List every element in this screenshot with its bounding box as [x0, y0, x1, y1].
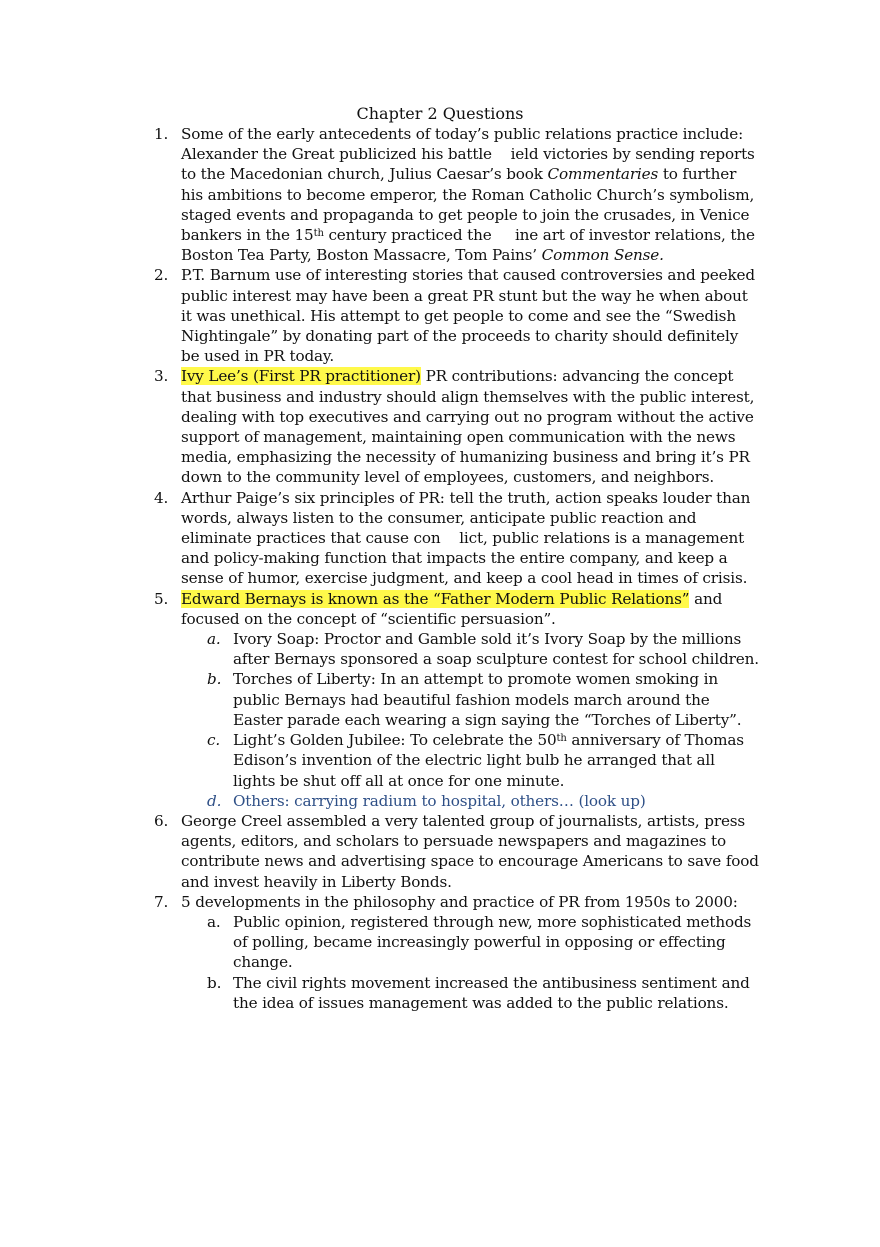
list-item-3 — [154, 366, 760, 487]
page-title: Chapter 2 Questions — [356, 104, 524, 123]
item-text: and focused on the concept of “scientific persuasion”. — [181, 589, 723, 628]
book-title: Commentaries — [547, 165, 659, 184]
list-item-2 — [154, 265, 760, 366]
sub-item-text: Ivory Soap: Proctor and Gamble sold it’s Ivory Soap by the millions after Bernays sponsored a soap sculpture contest for school children. — [233, 630, 759, 669]
item-text: to further his ambitions to become emperor, the Roman Catholic Church’s symbolism, staged events and propaganda to get people to join the crusades, in Venice bankers in the 15 — [181, 165, 755, 245]
item-number: 1. — [154, 125, 169, 143]
item-text: century practiced the — [328, 226, 492, 245]
sub-item-text: Light’s Golden Jubilee: To celebrate the 50 — [233, 731, 557, 750]
sub-item-letter: b. — [207, 973, 222, 992]
list-item-1 — [154, 124, 760, 265]
sub-item-text: Public opinion, registered through new, more sophisticated methods of polling, became increasingly powerful in opposing or effecting change. — [233, 912, 752, 972]
item-number: 3. — [154, 367, 169, 386]
sub-item-7a — [154, 912, 760, 973]
item-number: 2. — [154, 266, 169, 285]
sub-item-letter: d. — [207, 791, 222, 810]
item-text: Arthur Paige’s six principles of PR: tell the truth, action speaks louder than words, always listen to the consumer, anticipate public reaction and eliminate practices that cause con — [181, 488, 751, 548]
item-text: George Creel assembled a very talented group of journalists, artists, press agents, editors, and scholars to persuade newspapers and magazines to contribute news and advertising space to encourage Americans to save food and invest heavily in Liberty Bonds. — [181, 811, 759, 891]
item-number: 7. — [154, 892, 169, 911]
sub-item-text: anniversary of Thomas Edison’s invention of the electric light bulb he arranged that all lights be shut off all at once for one minute. — [233, 731, 744, 790]
sub-item-5b — [154, 669, 760, 730]
sub-item-text: The civil rights movement increased the antibusiness sentiment and the idea of issues management was added to the public relations. — [233, 973, 750, 1012]
sub-item-5a — [154, 629, 760, 669]
question-list — [154, 124, 760, 1013]
item-text: 5 developments in the philosophy and practice of PR from 1950s to 2000: — [181, 892, 738, 911]
item-text: Some of the early antecedents of today’s public relations practice include: Alexander the Great publicized his battle — [181, 125, 744, 164]
list-item-5 — [154, 589, 760, 629]
item-number: 4. — [154, 488, 169, 507]
sub-item-5d — [154, 791, 760, 811]
list-item-4 — [154, 488, 760, 589]
sub-item-letter: a. — [207, 630, 221, 649]
sub-item-text: Torches of Liberty: In an attempt to promote women smoking in public Bernays had beautiful fashion models march around the Easter parade each wearing a sign saying the “Torches of Liberty”. — [233, 670, 742, 729]
highlighted-text: Edward Bernays is known as the “Father Modern Public Relations” — [181, 589, 690, 608]
superscript: th — [313, 228, 324, 240]
list-item-7 — [154, 892, 760, 912]
sub-item-7b — [154, 973, 760, 1013]
item-text: ield victories by sending reports to the Macedonian church, Julius Caesar’s book — [181, 145, 755, 184]
item-text: P.T. Barnum use of interesting stories that caused controversies and peeked public interest may have been a great PR stunt but the way he when about it was unethical. His attempt to get people to come and see the “Swedish Nightingale” by donating part of the proceeds to charity should definitely be used in PR today. — [181, 266, 755, 366]
item-text: ine art of investor relations, the Boston Tea Party, Boston Massacre, Tom Pains’ — [181, 226, 755, 265]
sub-item-5c — [154, 730, 760, 791]
superscript: th — [556, 733, 567, 745]
book-title: Common Sense. — [541, 246, 664, 265]
item-text: PR contributions: advancing the concept that business and industry should align themselves with the public interest, dealing with top executives and carrying out no program without the active support of management, maintaining open communication with the news media, emphasizing the necessity of humanizing business and bring it’s PR down to the community level of employees, customers, and neighbors. — [181, 367, 755, 487]
list-item-6 — [154, 811, 760, 892]
sub-item-letter: b. — [207, 670, 222, 689]
item-number: 5. — [154, 589, 169, 608]
sub-item-text: Others: carrying radium to hospital, others… (look up) — [233, 791, 646, 810]
item-number: 6. — [154, 811, 169, 830]
sub-item-letter: a. — [207, 912, 221, 931]
sub-item-letter: c. — [207, 731, 221, 750]
highlighted-text: Ivy Lee’s (First PR practitioner) — [181, 367, 421, 386]
item-text: lict, public relations is a management and policy-making function that impacts the entire company, and keep a sense of humor, exercise judgment, and keep a cool head in times of crisis. — [181, 529, 748, 588]
